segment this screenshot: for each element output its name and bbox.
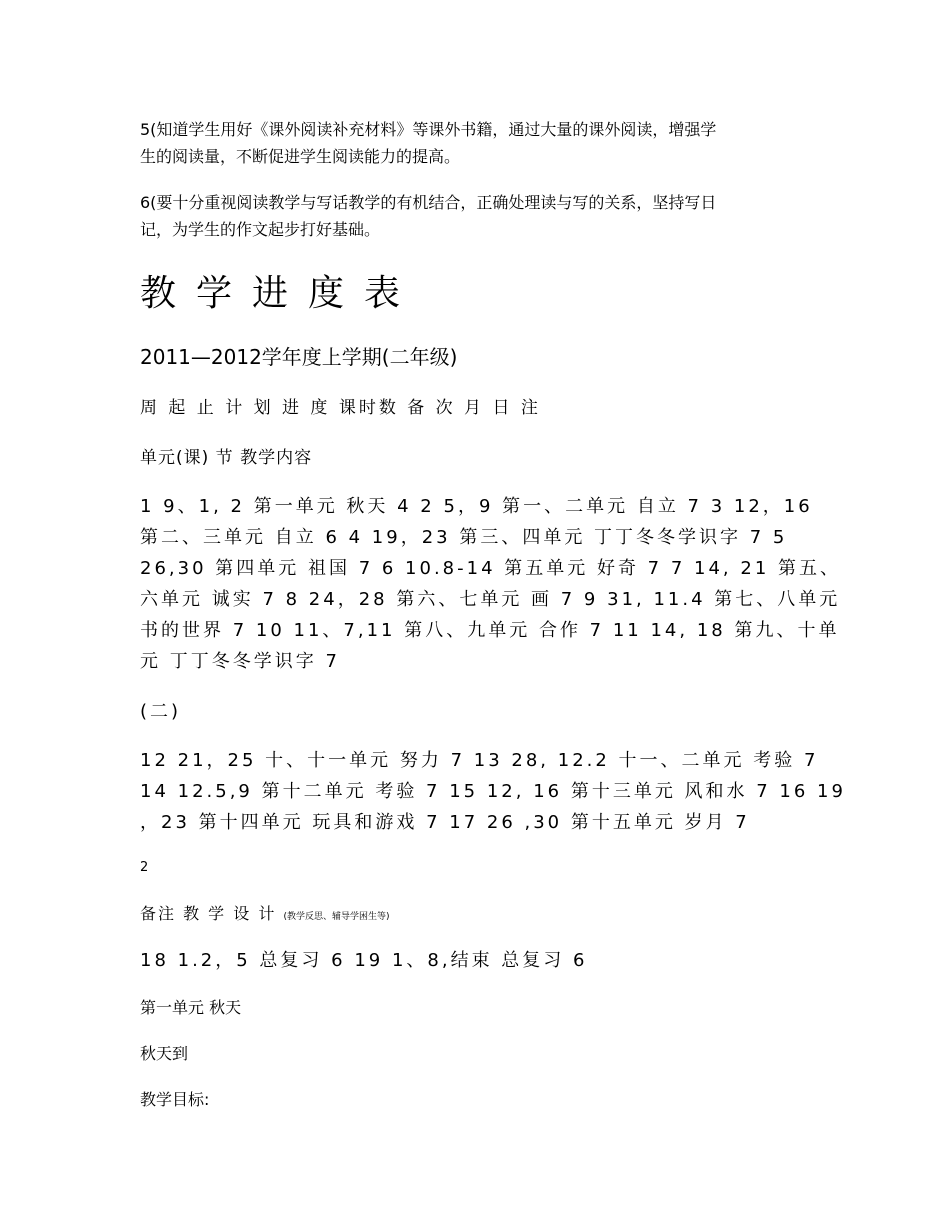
remark-line xyxy=(140,900,389,931)
table-header-row-1: 周 起 止 计 划 进 度 课时数 备 次 月 日 注 xyxy=(140,398,541,418)
schedule-line-3: 26,30 第四单元 祖国 7 6 10.8-14 第五单元 好奇 7 7 14, 21 第五、 xyxy=(140,558,842,579)
paragraph-5-line-2: 生的阅读量，不断促进学生阅读能力的提高。 xyxy=(140,147,461,166)
objectives-label: 教学目标: xyxy=(140,1090,210,1109)
schedule-line-5: 书的世界 7 10 11、7,11 第八、九单元 合作 7 11 14, 18 第九、十单 xyxy=(140,620,840,641)
paragraph-6-line-2: 记，为学生的作文起步打好基础。 xyxy=(140,220,381,239)
schedule-subtitle: 2011—2012学年度上学期(二年级) xyxy=(140,345,458,369)
schedule-line-1: 1 9、1, 2 第一单元 秋天 4 2 5，9 第一、二单元 自立 7 3 12，16 xyxy=(140,496,813,517)
paragraph-5-line-1: 5(知道学生用好《课外阅读补充材料》等课外书籍，通过大量的课外阅读，增强学 xyxy=(140,120,717,139)
schedule-2-line-2: 14 12.5,9 第十二单元 考验 7 15 12, 16 第十三单元 风和水 7 16 19 xyxy=(140,781,846,802)
final-schedule-line: 18 1.2，5 总复习 6 19 1、8,结束 总复习 6 xyxy=(140,950,588,971)
schedule-line-4: 六单元 诚实 7 8 24，28 第六、七单元 画 7 9 31, 11.4 第七、八单元 xyxy=(140,589,841,610)
schedule-2-line-1: 12 21，25 十、十一单元 努力 7 13 28, 12.2 十一、二单元 考验 7 xyxy=(140,750,819,771)
schedule-2-line-3: ，23 第十四单元 玩具和游戏 7 17 26 ,30 第十五单元 岁月 7 xyxy=(140,812,750,833)
table-header-row-2: 单元(课) 节 教学内容 xyxy=(140,448,313,468)
document-page xyxy=(140,0,846,1230)
remark-note: (教学反思、辅导学困生等) xyxy=(283,912,390,922)
paragraph-6-line-1: 6(要十分重视阅读教学与写话教学的有机结合，正确处理读与写的关系，坚持写日 xyxy=(140,193,717,212)
schedule-line-6: 元 丁丁冬冬学识字 7 xyxy=(140,651,340,672)
section-two-label: (二) xyxy=(140,701,182,722)
schedule-line-2: 第二、三单元 自立 6 4 19，23 第三、四单元 丁丁冬冬学识字 7 5 xyxy=(140,527,788,548)
schedule-title: 教学进度表 xyxy=(140,273,421,314)
page-number: 2 xyxy=(140,860,149,875)
unit-heading: 第一单元 秋天 xyxy=(140,998,242,1017)
remark-label: 备注 教 学 设 计 xyxy=(140,904,277,923)
lesson-title: 秋天到 xyxy=(140,1044,189,1063)
